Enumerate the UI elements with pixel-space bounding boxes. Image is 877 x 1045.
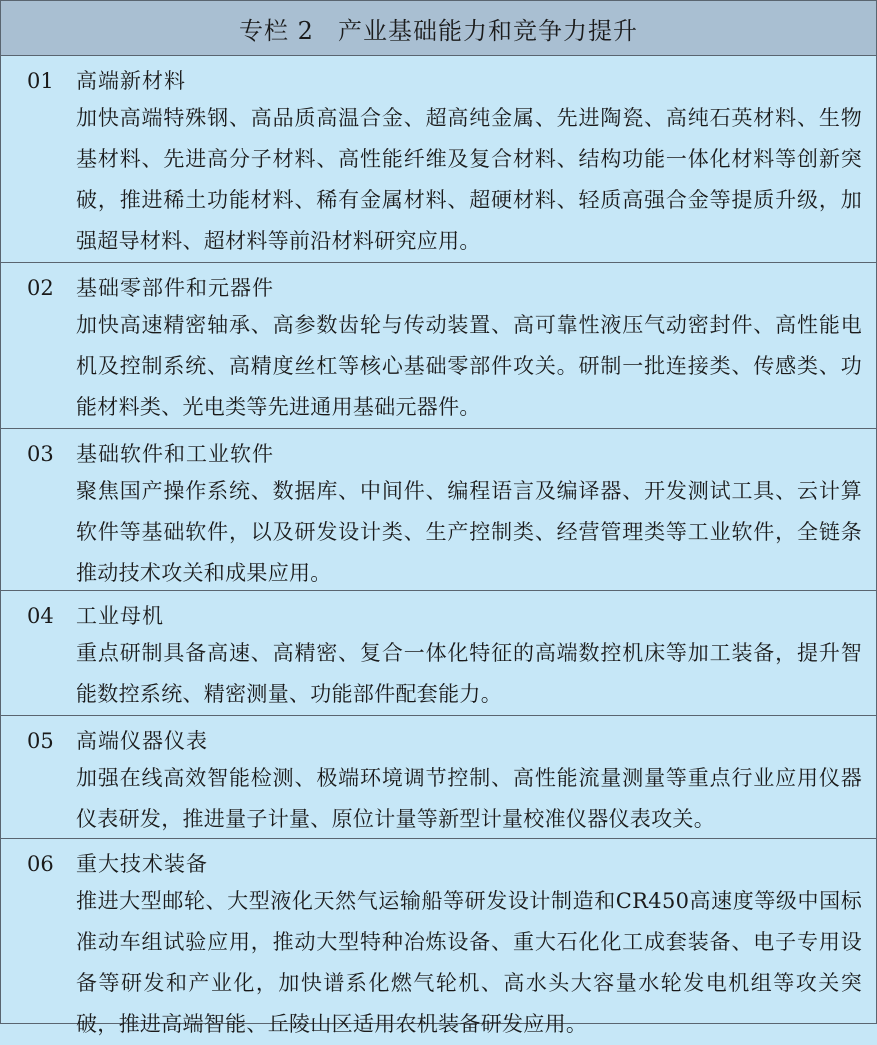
section-title-row <box>1 599 876 633</box>
section-number: 06 <box>27 852 54 876</box>
section-title-row <box>1 271 876 305</box>
section-number: 03 <box>27 442 54 466</box>
column-label <box>239 11 314 46</box>
section-title: 基础软件和工业软件 <box>76 442 274 466</box>
section-06 <box>1 839 876 1036</box>
section-03 <box>1 429 876 591</box>
column-header <box>1 1 876 56</box>
column-title: 产业基础能力和竞争力提升 <box>337 16 638 45</box>
section-number: 05 <box>27 729 54 753</box>
section-body: 推进大型邮轮、大型液化天然气运输船等研发设计制造和CR450高速度等级中国标准动车组试验应用，推动大型特种冶炼设备、重大石化化工成套装备、电子专用设备等研发和产业化，加快谱系化燃气轮机、高水头大容量水轮发电机组等攻关突破，推进高端智能、丘陵山区适用农机装备研发应用。 <box>76 889 862 1036</box>
section-body: 重点研制具备高速、高精密、复合一体化特征的高端数控机床等加工装备，提升智能数控系统、精密测量、功能部件配套能力。 <box>76 641 862 706</box>
section-body: 加快高端特殊钢、高品质高温合金、超高纯金属、先进陶瓷、高纯石英材料、生物基材料、先进高分子材料、高性能纤维及复合材料、结构功能一体化材料等创新突破，推进稀土功能材料、稀有金属材料、超硬材料、轻质高强合金等提质升级，加强超导材料、超材料等前沿材料研究应用。 <box>76 106 862 253</box>
section-title: 基础零部件和元器件 <box>76 276 274 300</box>
section-title-row <box>1 724 876 758</box>
section-title-row <box>1 64 876 98</box>
section-title: 高端仪器仪表 <box>76 729 208 753</box>
section-number: 04 <box>27 604 54 628</box>
section-02 <box>1 263 876 429</box>
section-05 <box>1 716 876 839</box>
section-title-row <box>1 847 876 881</box>
section-body: 加强在线高效智能检测、极端环境调节控制、高性能流量测量等重点行业应用仪器仪表研发，推进量子计量、原位计量等新型计量校准仪器仪表攻关。 <box>76 766 862 831</box>
section-number: 01 <box>27 69 54 93</box>
section-title: 高端新材料 <box>76 69 186 93</box>
column-number: 2 <box>297 16 314 45</box>
section-title: 重大技术装备 <box>76 852 208 876</box>
section-body: 加快高速精密轴承、高参数齿轮与传动装置、高可靠性液压气动密封件、高性能电机及控制系统、高精度丝杠等核心基础零部件攻关。研制一批连接类、传感类、功能材料类、光电类等先进通用基础元器件。 <box>76 313 862 419</box>
section-title: 工业母机 <box>76 604 164 628</box>
section-01 <box>1 56 876 263</box>
section-title-row <box>1 437 876 471</box>
section-body: 聚焦国产操作系统、数据库、中间件、编程语言及编译器、开发测试工具、云计算软件等基础软件，以及研发设计类、生产控制类、经营管理类等工业软件，全链条推动技术攻关和成果应用。 <box>76 479 862 585</box>
section-number: 02 <box>27 276 54 300</box>
column-label-text: 专栏 <box>239 16 290 45</box>
section-04 <box>1 591 876 716</box>
